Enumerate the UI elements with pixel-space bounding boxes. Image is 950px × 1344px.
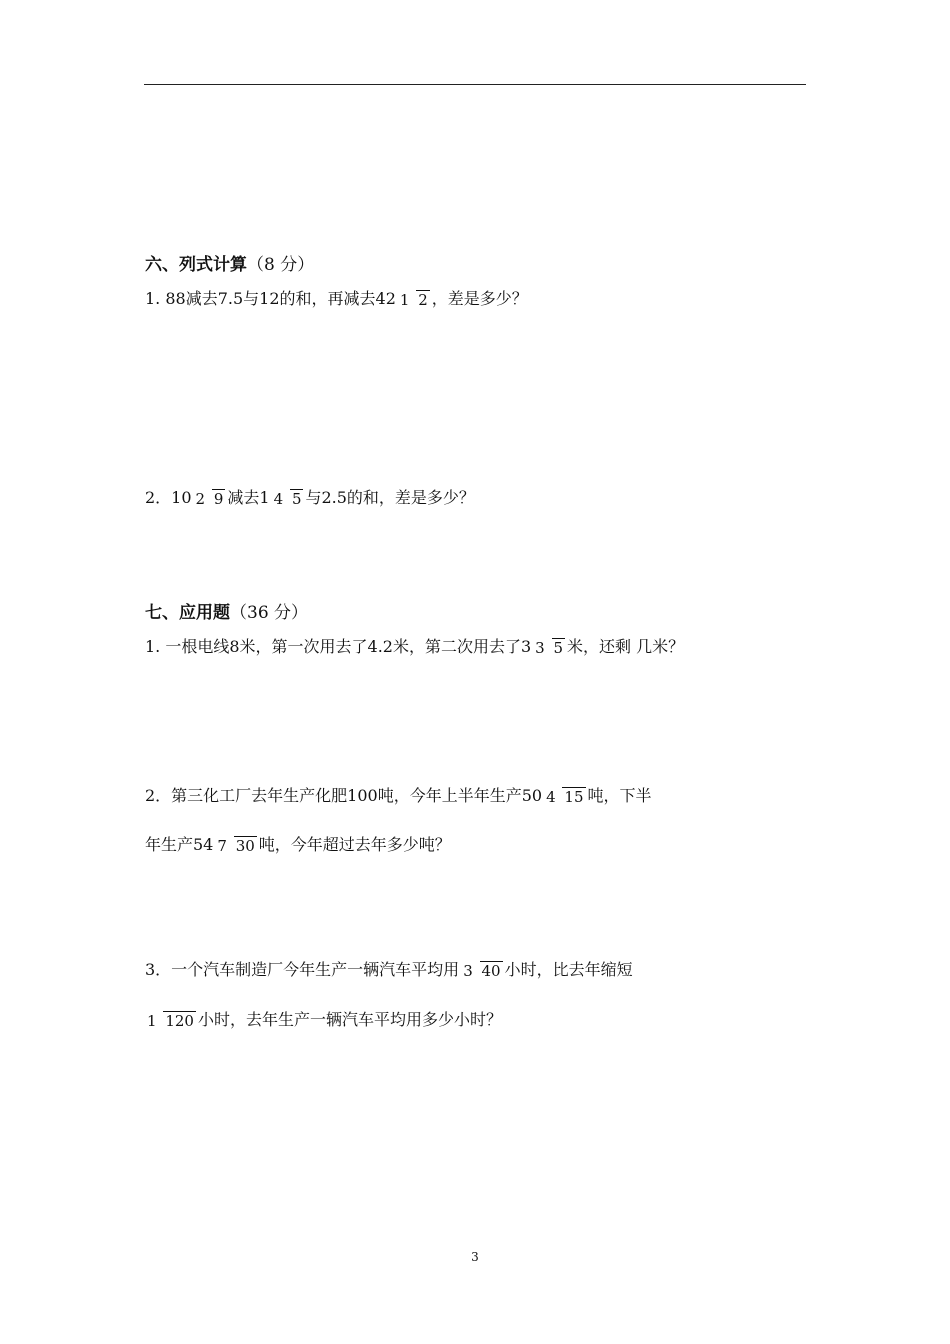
question-text: 吨，下半 [587, 786, 652, 805]
section-7-points: （36 分） [230, 603, 309, 623]
fraction [533, 638, 565, 657]
section-6-question-2 [145, 478, 475, 518]
fraction-numerator: 1 [147, 1011, 157, 1030]
fraction-numerator: 7 [217, 836, 227, 855]
fraction-numerator: 1 [399, 290, 410, 309]
fraction-denominator: 120 [165, 1011, 194, 1030]
section-7-title: 七、应用题 [145, 603, 230, 623]
question-text: 小时，去年生产一辆汽车平均用多少小时？ [197, 1010, 502, 1029]
fraction-denominator: 40 [481, 961, 501, 980]
section-7-question-3-line-2 [145, 1000, 502, 1040]
question-text: 与2.5的和，差是多少？ [305, 488, 475, 507]
fraction [145, 1011, 196, 1030]
question-text: 减去1 [227, 488, 270, 507]
question-text: 3．一个汽车制造厂今年生产一辆汽车平均用 [145, 960, 460, 979]
fraction-numerator: 2 [195, 489, 206, 508]
page-number: 3 [471, 1250, 479, 1264]
section-6-heading [145, 250, 314, 275]
fraction [398, 290, 430, 309]
section-7-question-3-line-1 [145, 950, 633, 990]
section-7-question-2-line-1 [145, 776, 652, 816]
fraction-denominator: 30 [235, 836, 255, 855]
fraction-denominator: 15 [564, 787, 584, 806]
question-text: 2．第三化工厂去年生产化肥100吨，今年上半年生产50 [145, 786, 543, 805]
question-text: 米，还剩 几米？ [567, 637, 685, 656]
fraction-denominator: 9 [213, 489, 224, 508]
section-7-question-2-line-2 [145, 825, 451, 865]
section-6-points: （8 分） [247, 255, 315, 275]
fraction-denominator: 5 [553, 638, 564, 657]
question-text: 年生产54 [145, 835, 214, 854]
question-text: ，差是多少？ [431, 289, 528, 308]
fraction-denominator: 5 [291, 489, 302, 508]
section-6-question-1 [145, 279, 528, 319]
question-text: 2．10 [145, 488, 192, 507]
section-6-title: 六、列式计算 [145, 255, 247, 275]
fraction [215, 836, 256, 855]
question-text: 吨，今年超过去年多少吨？ [258, 835, 451, 854]
header-rule [144, 84, 806, 85]
fraction-numerator: 3 [535, 638, 545, 657]
question-text: 小时，比去年缩短 [504, 960, 633, 979]
fraction-numerator: 3 [463, 961, 473, 980]
fraction-numerator: 4 [273, 489, 284, 508]
section-7-heading [145, 598, 308, 623]
fraction [461, 961, 502, 980]
fraction [272, 489, 304, 508]
section-7-question-1 [145, 627, 684, 667]
question-text: 1. 88减去7.5与12的和，再减去42 [145, 289, 396, 308]
fraction [544, 787, 585, 806]
fraction-numerator: 4 [546, 787, 556, 806]
fraction-denominator: 2 [418, 290, 428, 309]
question-text: 1. 一根电线8米，第一次用去了4.2米，第二次用去了3 [145, 637, 532, 656]
fraction [194, 489, 226, 508]
